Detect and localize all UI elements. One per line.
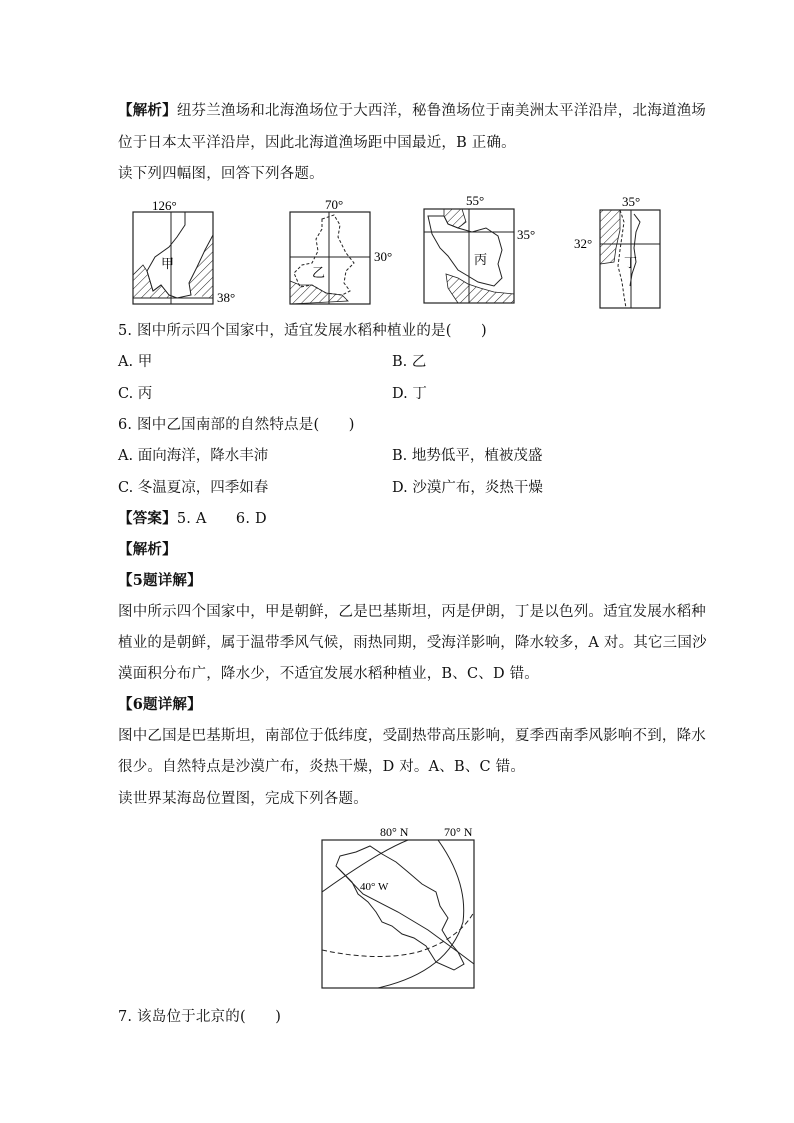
answer-line [118,509,267,529]
answer-text: 5. A 6. D [176,511,267,527]
detail5-heading: 【5题详解】 [118,572,202,589]
detail5-line2: 植业的是朝鲜，属于温带季风气候，雨热同期，受海洋影响，降水较多，A 对。其它三国沙 [118,635,707,651]
map-pakistan [282,195,412,310]
q7-stem: 7. 该岛位于北京的( ) [118,1009,282,1025]
analysis-tag: 【解析】 [118,102,177,119]
map3-country: 丙 [474,252,488,267]
q5-option-a[interactable]: A. 甲 [118,354,153,370]
map4-lat: 32° [574,236,593,251]
map-iran [418,192,548,307]
analysis-paragraph-line2: 位于日本太平洋沿岸，因此北海道渔场距中国最近，B 正确。 [118,135,516,151]
map2-lat: 30° [374,249,393,264]
island-map [318,822,483,992]
map1-lon: 126° [152,198,177,213]
detail6-line2: 很少。自然特点是沙漠广布，炎热干燥，D 对。A、B、C 错。 [118,759,526,775]
q5-stem: 5. 图中所示四个国家中，适宜发展水稻种植业的是( ) [118,323,487,339]
answer-tag: 【答案】 [118,510,177,527]
island-lon: 40° W [360,881,389,893]
q6-option-d[interactable]: D. 沙漠广布，炎热干燥 [392,480,543,496]
detail5-line1: 图中所示四个国家中，甲是朝鲜，乙是巴基斯坦，丙是伊朗，丁是以色列。适宜发展水稻种 [118,604,706,620]
map4-lon: 35° [622,194,641,209]
q5-option-d[interactable]: D. 丁 [392,386,427,402]
detail6-line1: 图中乙国是巴基斯坦，南部位于低纬度，受副热带高压影响，夏季西南季风影响不到，降水 [118,728,706,744]
map3-lon: 55° [466,193,485,208]
q6-stem: 6. 图中乙国南部的自然特点是( ) [118,417,355,433]
island-lat1: 80° N [380,825,409,839]
detail5-line3: 漠面积分布广，降水少，不适宜发展水稻种植业，B、C、D 错。 [118,666,539,682]
island-lat2: 70° N [444,825,473,839]
q6-option-b[interactable]: B. 地势低平，植被茂盛 [392,448,543,464]
detail6-heading: 【6题详解】 [118,696,202,713]
four-maps-intro: 读下列四幅图，回答下列各题。 [118,166,324,182]
q5-option-b[interactable]: B. 乙 [392,354,427,370]
map2-lon: 70° [325,197,344,212]
q6-option-a[interactable]: A. 面向海洋，降水丰沛 [118,448,269,464]
analysis-heading: 【解析】 [118,541,177,558]
island-intro: 读世界某海岛位置图，完成下列各题。 [118,791,368,807]
map1-country: 甲 [161,256,175,271]
map1-lat: 38° [217,290,236,305]
map4-country: 丁 [624,255,638,270]
map2-country: 乙 [312,265,326,280]
map-korea [125,195,235,310]
analysis-paragraph-line1: 【解析】纽芬兰渔场和北海渔场位于大西洋，秘鲁渔场位于南美洲太平洋沿岸，北海道渔场 [118,102,707,119]
q5-option-c[interactable]: C. 丙 [118,386,153,402]
q6-option-c[interactable]: C. 冬温夏凉，四季如春 [118,480,269,496]
map3-lat: 35° [517,227,536,242]
map-israel [570,192,670,312]
